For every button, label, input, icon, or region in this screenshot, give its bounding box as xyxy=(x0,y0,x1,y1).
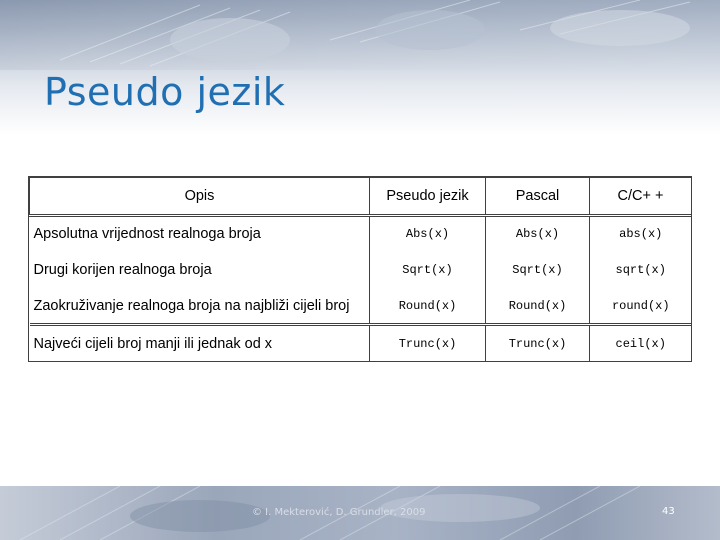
row-pascal: Round(x) xyxy=(486,288,590,324)
slide-title: Pseudo jezik xyxy=(44,70,286,114)
row-pascal: Abs(x) xyxy=(486,216,590,252)
row-pseudo: Round(x) xyxy=(370,288,486,324)
row-pseudo: Sqrt(x) xyxy=(370,252,486,288)
row-description: Apsolutna vrijednost realnoga broja xyxy=(30,216,370,252)
row-description: Zaokruživanje realnoga broja na najbliži cijeli broj xyxy=(33,297,350,314)
row-c: round(x) xyxy=(590,288,692,324)
header-pascal: Pascal xyxy=(486,178,590,216)
row-pascal: Sqrt(x) xyxy=(486,252,590,288)
header-banner xyxy=(0,0,720,135)
header-c-cpp: C/C+ + xyxy=(590,178,692,216)
keyboard-hands-background-image xyxy=(0,0,720,135)
row-description: Drugi korijen realnoga broja xyxy=(33,262,212,279)
row-pseudo: Abs(x) xyxy=(370,216,486,252)
row-c: abs(x) xyxy=(590,216,692,252)
header-pseudo-jezik: Pseudo jezik xyxy=(370,178,486,216)
header-opis: Opis xyxy=(30,178,370,216)
table-header-row xyxy=(30,178,692,216)
table-row xyxy=(30,216,692,252)
row-c: ceil(x) xyxy=(590,325,692,361)
table-row xyxy=(30,325,692,361)
table-row xyxy=(30,288,692,324)
row-pseudo: Trunc(x) xyxy=(370,325,486,361)
copyright-footer: © I. Mekterović, D. Grundler, 2009 xyxy=(252,507,426,518)
table-row xyxy=(30,252,692,288)
row-pascal: Trunc(x) xyxy=(486,325,590,361)
functions-table xyxy=(28,176,692,362)
row-description: Najveći cijeli broj manji ili jednak od x xyxy=(30,325,370,361)
row-c: sqrt(x) xyxy=(590,252,692,288)
page-number: 43 xyxy=(662,506,675,517)
